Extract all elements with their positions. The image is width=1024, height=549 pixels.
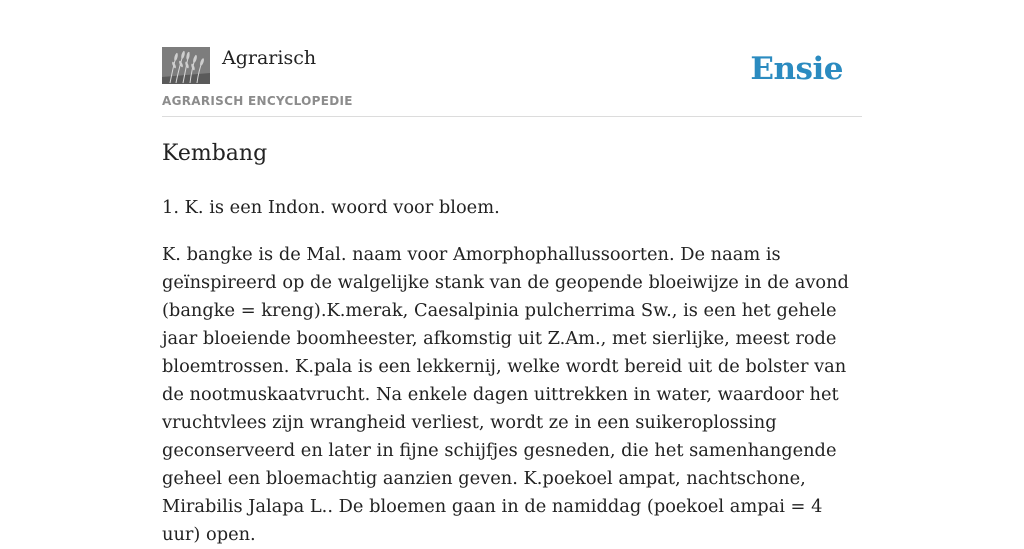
site-header — [162, 44, 862, 117]
ensie-brand-logo[interactable]: Ensie — [750, 51, 843, 87]
site-tagline: AGRARISCH ENCYCLOPEDIE — [162, 94, 353, 108]
article — [162, 138, 862, 549]
article-paragraph: K. bangke is de Mal. naam voor Amorphophallussoorten. De naam is geïnspireerd op de walgelijke stank van de geopende bloeiwijze in de avond (bangke = kreng).K.merak, Caesalpinia pulcherrima Sw., is een het gehele jaar bloeiende boomheester, afkomstig uit Z.Am., met sierlijke, meest rode bloemtrossen. K.pala is een lekkernij, welke wordt bereid uit de bolster van de nootmuskaatvrucht. Na enkele dagen uittrekken in water, waardoor het vruchtvlees zijn wrangheid verliest, wordt ze in een suikeroplossing geconserveerd en later in fijne schijfjes gesneden, die het samenhangende geheel een bloemachtig aanzien geven. K.poekoel ampat, nachtschone, Mirabilis Jalapa L.. De bloemen gaan in de namiddag (poekoel ampai = 4 uur) open. — [162, 244, 849, 545]
article-paragraph: 1. K. is een Indon. woord voor bloem. — [162, 197, 500, 218]
article-title: Kembang — [162, 141, 268, 166]
site-name[interactable]: Agrarisch — [222, 47, 317, 69]
wheat-logo-icon[interactable] — [162, 47, 210, 84]
